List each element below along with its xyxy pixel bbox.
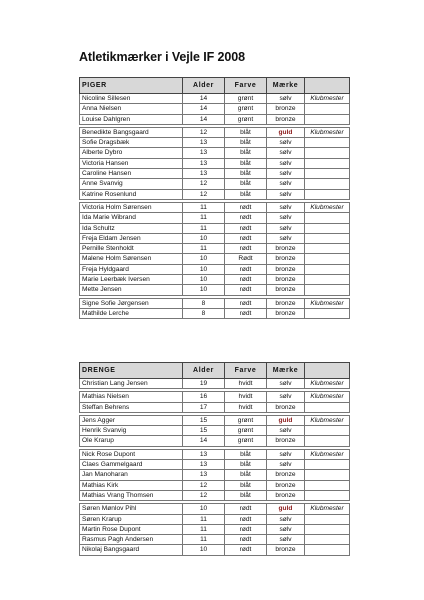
athlete-age: 14 <box>183 104 225 114</box>
table-row <box>80 426 350 436</box>
athlete-color: hvidt <box>225 402 267 412</box>
athlete-name: Mette Jensen <box>80 285 183 295</box>
athlete-badge: bronze <box>267 244 305 254</box>
athlete-name: Malene Holm Sørensen <box>80 254 183 264</box>
athlete-age: 8 <box>183 298 225 308</box>
athlete-note <box>305 402 350 412</box>
athlete-name: Anne Svanvig <box>80 179 183 189</box>
athlete-note <box>305 545 350 555</box>
athlete-name: Jens Agger <box>80 415 183 425</box>
athlete-name: Anna Nielsen <box>80 104 183 114</box>
athlete-name: Mathias Vrang Thomsen <box>80 490 183 500</box>
athlete-name: Mathias Kirk <box>80 480 183 490</box>
header-maerke: Mærke <box>267 78 305 94</box>
table-row <box>80 285 350 295</box>
header-alder: Alder <box>183 363 225 379</box>
athlete-note <box>305 189 350 199</box>
athlete-color: rødt <box>225 202 267 212</box>
athlete-name: Nikolaj Bangsgaard <box>80 545 183 555</box>
athlete-age: 13 <box>183 158 225 168</box>
athlete-note: Klubmester <box>305 449 350 459</box>
athlete-badge: bronze <box>267 254 305 264</box>
athlete-note <box>305 426 350 436</box>
athlete-note: Klubmester <box>305 94 350 104</box>
athlete-color: blåt <box>225 470 267 480</box>
athlete-name: Marie Leerbæk Iversen <box>80 275 183 285</box>
athlete-color: blåt <box>225 449 267 459</box>
athlete-badge: bronze <box>267 470 305 480</box>
table-row <box>80 94 350 104</box>
athlete-color: rødt <box>225 504 267 514</box>
athlete-note <box>305 104 350 114</box>
athlete-note <box>305 233 350 243</box>
athlete-note <box>305 514 350 524</box>
table-row <box>80 504 350 514</box>
athlete-note <box>305 169 350 179</box>
athlete-note <box>305 524 350 534</box>
table-row <box>80 158 350 168</box>
athlete-color: blåt <box>225 460 267 470</box>
table-header-row <box>80 363 350 379</box>
athlete-note: Klubmester <box>305 379 350 389</box>
athlete-name: Ida Marie Wibrand <box>80 213 183 223</box>
table-row <box>80 449 350 459</box>
table-row <box>80 490 350 500</box>
page-title: Atletikmærker i Vejle IF 2008 <box>79 50 245 64</box>
athlete-color: rødt <box>225 524 267 534</box>
athlete-age: 14 <box>183 114 225 124</box>
athlete-age: 13 <box>183 460 225 470</box>
athlete-name: Freja Hyldgaard <box>80 264 183 274</box>
athlete-color: rødt <box>225 223 267 233</box>
athlete-color: rødt <box>225 264 267 274</box>
athlete-color: rødt <box>225 244 267 254</box>
athlete-badge: sølv <box>267 138 305 148</box>
header-alder: Alder <box>183 78 225 94</box>
athlete-color: blåt <box>225 169 267 179</box>
table-row <box>80 213 350 223</box>
athlete-badge: sølv <box>267 379 305 389</box>
table-row <box>80 308 350 318</box>
table-row <box>80 148 350 158</box>
athlete-color: hvidt <box>225 392 267 402</box>
athlete-note: Klubmester <box>305 415 350 425</box>
athlete-badge: sølv <box>267 449 305 459</box>
athlete-note <box>305 148 350 158</box>
athlete-age: 11 <box>183 223 225 233</box>
athlete-name: Henrik Svanvig <box>80 426 183 436</box>
athlete-name: Christian Lang Jensen <box>80 379 183 389</box>
athlete-note <box>305 158 350 168</box>
athlete-age: 11 <box>183 213 225 223</box>
athlete-badge: sølv <box>267 202 305 212</box>
athlete-age: 10 <box>183 285 225 295</box>
athlete-age: 11 <box>183 524 225 534</box>
athlete-name: Mathilde Lerche <box>80 308 183 318</box>
table-row <box>80 223 350 233</box>
athlete-age: 12 <box>183 179 225 189</box>
table-row <box>80 379 350 389</box>
header-farve: Farve <box>225 78 267 94</box>
header-maerke: Mærke <box>267 363 305 379</box>
athlete-color: hvidt <box>225 379 267 389</box>
athlete-color: blåt <box>225 179 267 189</box>
athlete-note: Klubmester <box>305 127 350 137</box>
athlete-badge: guld <box>267 504 305 514</box>
athlete-badge: bronze <box>267 308 305 318</box>
athlete-badge: sølv <box>267 535 305 545</box>
section-label: DRENGE <box>80 363 183 379</box>
athlete-note <box>305 244 350 254</box>
table-row <box>80 233 350 243</box>
table-row <box>80 460 350 470</box>
athlete-name: Mathias Nielsen <box>80 392 183 402</box>
table-row <box>80 535 350 545</box>
athlete-age: 12 <box>183 480 225 490</box>
athlete-name: Alberte Dybro <box>80 148 183 158</box>
athlete-badge: sølv <box>267 514 305 524</box>
athlete-age: 10 <box>183 504 225 514</box>
athlete-note: Klubmester <box>305 298 350 308</box>
athlete-badge: bronze <box>267 545 305 555</box>
athlete-note <box>305 264 350 274</box>
athlete-badge: sølv <box>267 148 305 158</box>
table-header-row <box>80 78 350 94</box>
athlete-note <box>305 490 350 500</box>
athlete-color: rødt <box>225 545 267 555</box>
athlete-color: blåt <box>225 148 267 158</box>
athlete-color: rødt <box>225 514 267 524</box>
athlete-color: grønt <box>225 415 267 425</box>
boys-table-body <box>80 363 350 556</box>
table-row <box>80 436 350 446</box>
athlete-age: 15 <box>183 426 225 436</box>
athlete-note <box>305 275 350 285</box>
table-row <box>80 514 350 524</box>
athlete-name: Søren Krarup <box>80 514 183 524</box>
table-row <box>80 114 350 124</box>
table-row <box>80 392 350 402</box>
athlete-badge: sølv <box>267 426 305 436</box>
table-row <box>80 298 350 308</box>
athlete-note <box>305 285 350 295</box>
athlete-color: grønt <box>225 104 267 114</box>
athlete-badge: bronze <box>267 285 305 295</box>
athlete-note <box>305 223 350 233</box>
athlete-color: blåt <box>225 138 267 148</box>
athlete-name: Sofie Dragsbæk <box>80 138 183 148</box>
athlete-age: 16 <box>183 392 225 402</box>
athlete-note <box>305 213 350 223</box>
athlete-age: 15 <box>183 415 225 425</box>
athlete-age: 8 <box>183 308 225 318</box>
athlete-badge: bronze <box>267 490 305 500</box>
athlete-note <box>305 254 350 264</box>
athlete-age: 10 <box>183 545 225 555</box>
athlete-age: 14 <box>183 94 225 104</box>
athlete-age: 17 <box>183 402 225 412</box>
athlete-name: Katrine Rosenlund <box>80 189 183 199</box>
girls-table-body <box>80 78 350 319</box>
athlete-note <box>305 308 350 318</box>
athlete-age: 19 <box>183 379 225 389</box>
athlete-badge: sølv <box>267 213 305 223</box>
athlete-age: 12 <box>183 189 225 199</box>
athlete-name: Pernille Stenholdt <box>80 244 183 254</box>
athlete-note <box>305 114 350 124</box>
girls-table <box>79 77 349 319</box>
athlete-age: 10 <box>183 264 225 274</box>
athlete-badge: bronze <box>267 114 305 124</box>
athlete-color: grønt <box>225 114 267 124</box>
table-row <box>80 415 350 425</box>
table-row <box>80 127 350 137</box>
athlete-note <box>305 138 350 148</box>
athlete-color: rødt <box>225 298 267 308</box>
athlete-note <box>305 470 350 480</box>
athlete-color: blåt <box>225 189 267 199</box>
athlete-badge: sølv <box>267 158 305 168</box>
athlete-color: rødt <box>225 275 267 285</box>
athlete-color: grønt <box>225 94 267 104</box>
header-farve: Farve <box>225 363 267 379</box>
athlete-color: blåt <box>225 158 267 168</box>
athlete-name: Rasmus Pagh Andersen <box>80 535 183 545</box>
athlete-age: 13 <box>183 470 225 480</box>
athlete-name: Freja Eldam Jensen <box>80 233 183 243</box>
athlete-badge: sølv <box>267 524 305 534</box>
athlete-age: 12 <box>183 490 225 500</box>
athlete-color: Rødt <box>225 254 267 264</box>
athlete-name: Ida Schultz <box>80 223 183 233</box>
table-row <box>80 244 350 254</box>
athlete-badge: sølv <box>267 223 305 233</box>
athlete-badge: bronze <box>267 402 305 412</box>
athlete-badge: sølv <box>267 460 305 470</box>
boys-table <box>79 362 349 556</box>
athlete-badge: bronze <box>267 480 305 490</box>
table-row <box>80 264 350 274</box>
athlete-name: Martin Rose Dupont <box>80 524 183 534</box>
athlete-name: Søren Mønlov Pihl <box>80 504 183 514</box>
table-row <box>80 254 350 264</box>
section-label: PIGER <box>80 78 183 94</box>
athlete-age: 11 <box>183 514 225 524</box>
athlete-note <box>305 535 350 545</box>
athlete-name: Claes Gammelgaard <box>80 460 183 470</box>
athlete-name: Nicoline Sillesen <box>80 94 183 104</box>
athlete-name: Jan Manoharan <box>80 470 183 480</box>
athlete-name: Nick Rose Dupont <box>80 449 183 459</box>
athlete-badge: bronze <box>267 298 305 308</box>
athlete-age: 13 <box>183 449 225 459</box>
athlete-age: 10 <box>183 275 225 285</box>
table-row <box>80 402 350 412</box>
table-row <box>80 104 350 114</box>
table-row <box>80 470 350 480</box>
table-row <box>80 275 350 285</box>
table-row <box>80 169 350 179</box>
athlete-color: rødt <box>225 213 267 223</box>
athlete-color: blåt <box>225 480 267 490</box>
table-row <box>80 202 350 212</box>
athlete-note <box>305 460 350 470</box>
athlete-note <box>305 179 350 189</box>
table-row <box>80 524 350 534</box>
athlete-badge: sølv <box>267 94 305 104</box>
table-row <box>80 138 350 148</box>
athlete-color: grønt <box>225 436 267 446</box>
athlete-badge: sølv <box>267 233 305 243</box>
athlete-color: rødt <box>225 285 267 295</box>
athlete-name: Signe Sofie Jørgensen <box>80 298 183 308</box>
athlete-age: 13 <box>183 148 225 158</box>
athlete-color: blåt <box>225 490 267 500</box>
athlete-name: Caroline Hansen <box>80 169 183 179</box>
header-empty <box>305 363 350 379</box>
athlete-age: 11 <box>183 535 225 545</box>
athlete-badge: sølv <box>267 169 305 179</box>
table-row <box>80 189 350 199</box>
table-row <box>80 480 350 490</box>
athlete-color: rødt <box>225 308 267 318</box>
athlete-badge: bronze <box>267 436 305 446</box>
athlete-badge: sølv <box>267 189 305 199</box>
athlete-badge: bronze <box>267 275 305 285</box>
athlete-badge: guld <box>267 415 305 425</box>
athlete-badge: sølv <box>267 179 305 189</box>
athlete-age: 10 <box>183 233 225 243</box>
athlete-badge: sølv <box>267 392 305 402</box>
header-empty <box>305 78 350 94</box>
athlete-age: 10 <box>183 254 225 264</box>
athlete-note <box>305 436 350 446</box>
athlete-age: 13 <box>183 138 225 148</box>
athlete-note: Klubmester <box>305 504 350 514</box>
athlete-age: 11 <box>183 244 225 254</box>
athlete-age: 13 <box>183 169 225 179</box>
athlete-age: 14 <box>183 436 225 446</box>
athlete-name: Benedikte Bangsgaard <box>80 127 183 137</box>
athlete-badge: guld <box>267 127 305 137</box>
table-row <box>80 179 350 189</box>
athlete-name: Louise Dahlgren <box>80 114 183 124</box>
table-row <box>80 545 350 555</box>
athlete-note: Klubmester <box>305 392 350 402</box>
athlete-name: Steffan Behrens <box>80 402 183 412</box>
athlete-color: rødt <box>225 535 267 545</box>
athlete-note <box>305 480 350 490</box>
athlete-name: Victoria Holm Sørensen <box>80 202 183 212</box>
athlete-name: Victoria Hansen <box>80 158 183 168</box>
athlete-badge: bronze <box>267 264 305 274</box>
athlete-color: rødt <box>225 233 267 243</box>
athlete-note: Klubmester <box>305 202 350 212</box>
athlete-age: 12 <box>183 127 225 137</box>
athlete-name: Ole Krarup <box>80 436 183 446</box>
athlete-age: 11 <box>183 202 225 212</box>
athlete-badge: bronze <box>267 104 305 114</box>
athlete-color: grønt <box>225 426 267 436</box>
athlete-color: blåt <box>225 127 267 137</box>
